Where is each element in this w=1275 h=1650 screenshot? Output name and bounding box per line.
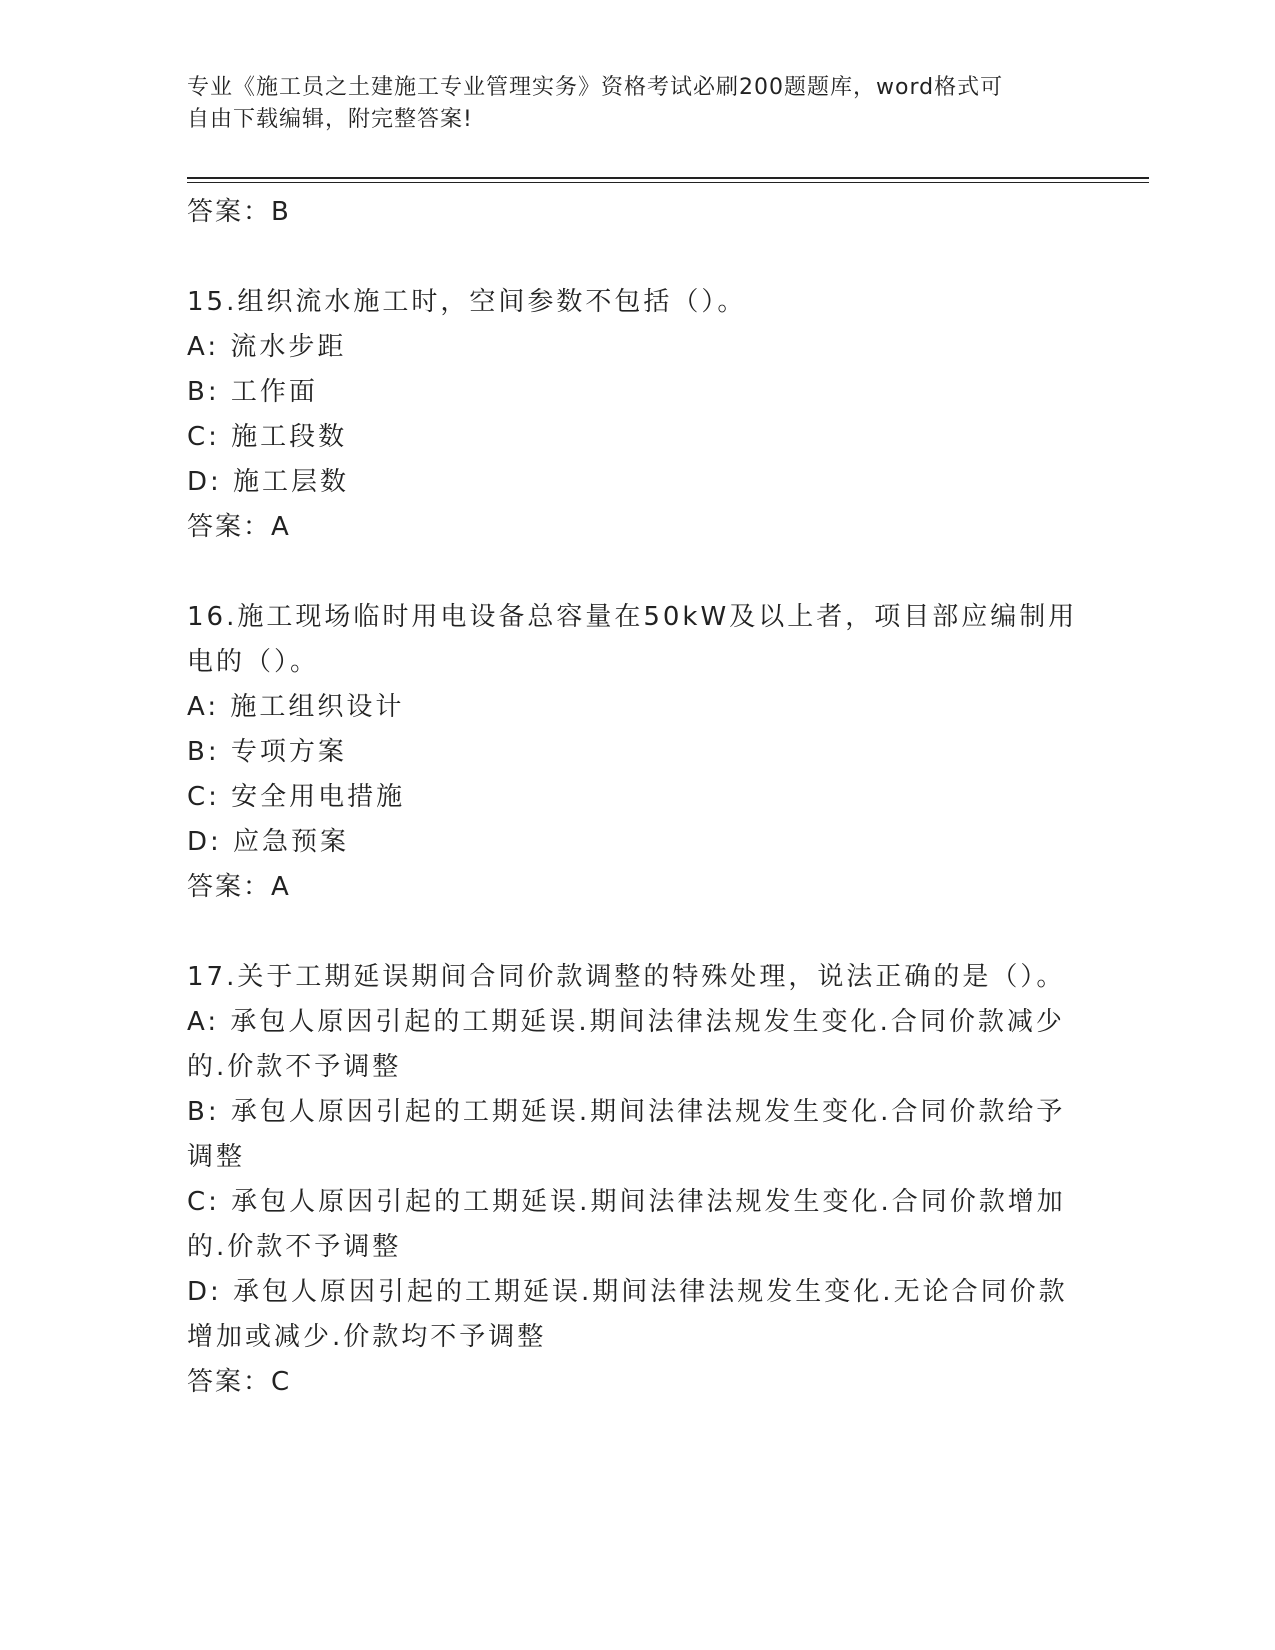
- option-a-line-2: 的.价款不予调整: [187, 1052, 402, 1082]
- option-c: C: 安全用电措施: [187, 782, 406, 812]
- previous-answer: 答案：B: [187, 197, 291, 227]
- question-stem: 15.组织流水施工时，空间参数不包括（）。: [187, 287, 747, 317]
- spacer: [187, 550, 1087, 595]
- option-d-line-1: D: 承包人原因引起的工期延误.期间法律法规发生变化.无论合同价款: [187, 1277, 1068, 1307]
- option-a: A: 流水步距: [187, 332, 347, 362]
- option-b: B: 专项方案: [187, 737, 347, 767]
- answer: 答案：C: [187, 1367, 292, 1397]
- option-d: D: 应急预案: [187, 827, 350, 857]
- answer: 答案：A: [187, 512, 291, 542]
- spacer: [187, 235, 1087, 280]
- header-divider-thin: [187, 182, 1149, 183]
- option-b-line-2: 调整: [187, 1142, 246, 1172]
- question-stem: 17.关于工期延误期间合同价款调整的特殊处理，说法正确的是（）。: [187, 962, 1066, 992]
- question-17: [187, 955, 1087, 1405]
- option-a: A: 施工组织设计: [187, 692, 405, 722]
- document-header: [187, 72, 1067, 136]
- spacer: [187, 910, 1087, 955]
- option-a-line-1: A: 承包人原因引起的工期延误.期间法律法规发生变化.合同价款减少: [187, 1007, 1065, 1037]
- answer: 答案：A: [187, 872, 291, 902]
- header-line-2: 自由下载编辑，附完整答案!: [187, 107, 473, 132]
- option-b-line-1: B: 承包人原因引起的工期延误.期间法律法规发生变化.合同价款给予: [187, 1097, 1066, 1127]
- question-stem-line-1: 16.施工现场临时用电设备总容量在50kW及以上者，项目部应编制用: [187, 602, 1078, 632]
- option-c-line-1: C: 承包人原因引起的工期延误.期间法律法规发生变化.合同价款增加: [187, 1187, 1066, 1217]
- option-c: C: 施工段数: [187, 422, 348, 452]
- option-b: B: 工作面: [187, 377, 318, 407]
- question-stem-line-2: 电的（）。: [187, 647, 320, 677]
- option-d: D: 施工层数: [187, 467, 350, 497]
- question-16: [187, 595, 1087, 910]
- option-d-line-2: 增加或减少.价款均不予调整: [187, 1322, 547, 1352]
- header-divider-thick: [187, 177, 1149, 179]
- header-line-1: 专业《施工员之土建施工专业管理实务》资格考试必刷200题题库，word格式可: [187, 75, 1004, 100]
- option-c-line-2: 的.价款不予调整: [187, 1232, 402, 1262]
- document-body: [187, 190, 1087, 1405]
- question-15: [187, 280, 1087, 550]
